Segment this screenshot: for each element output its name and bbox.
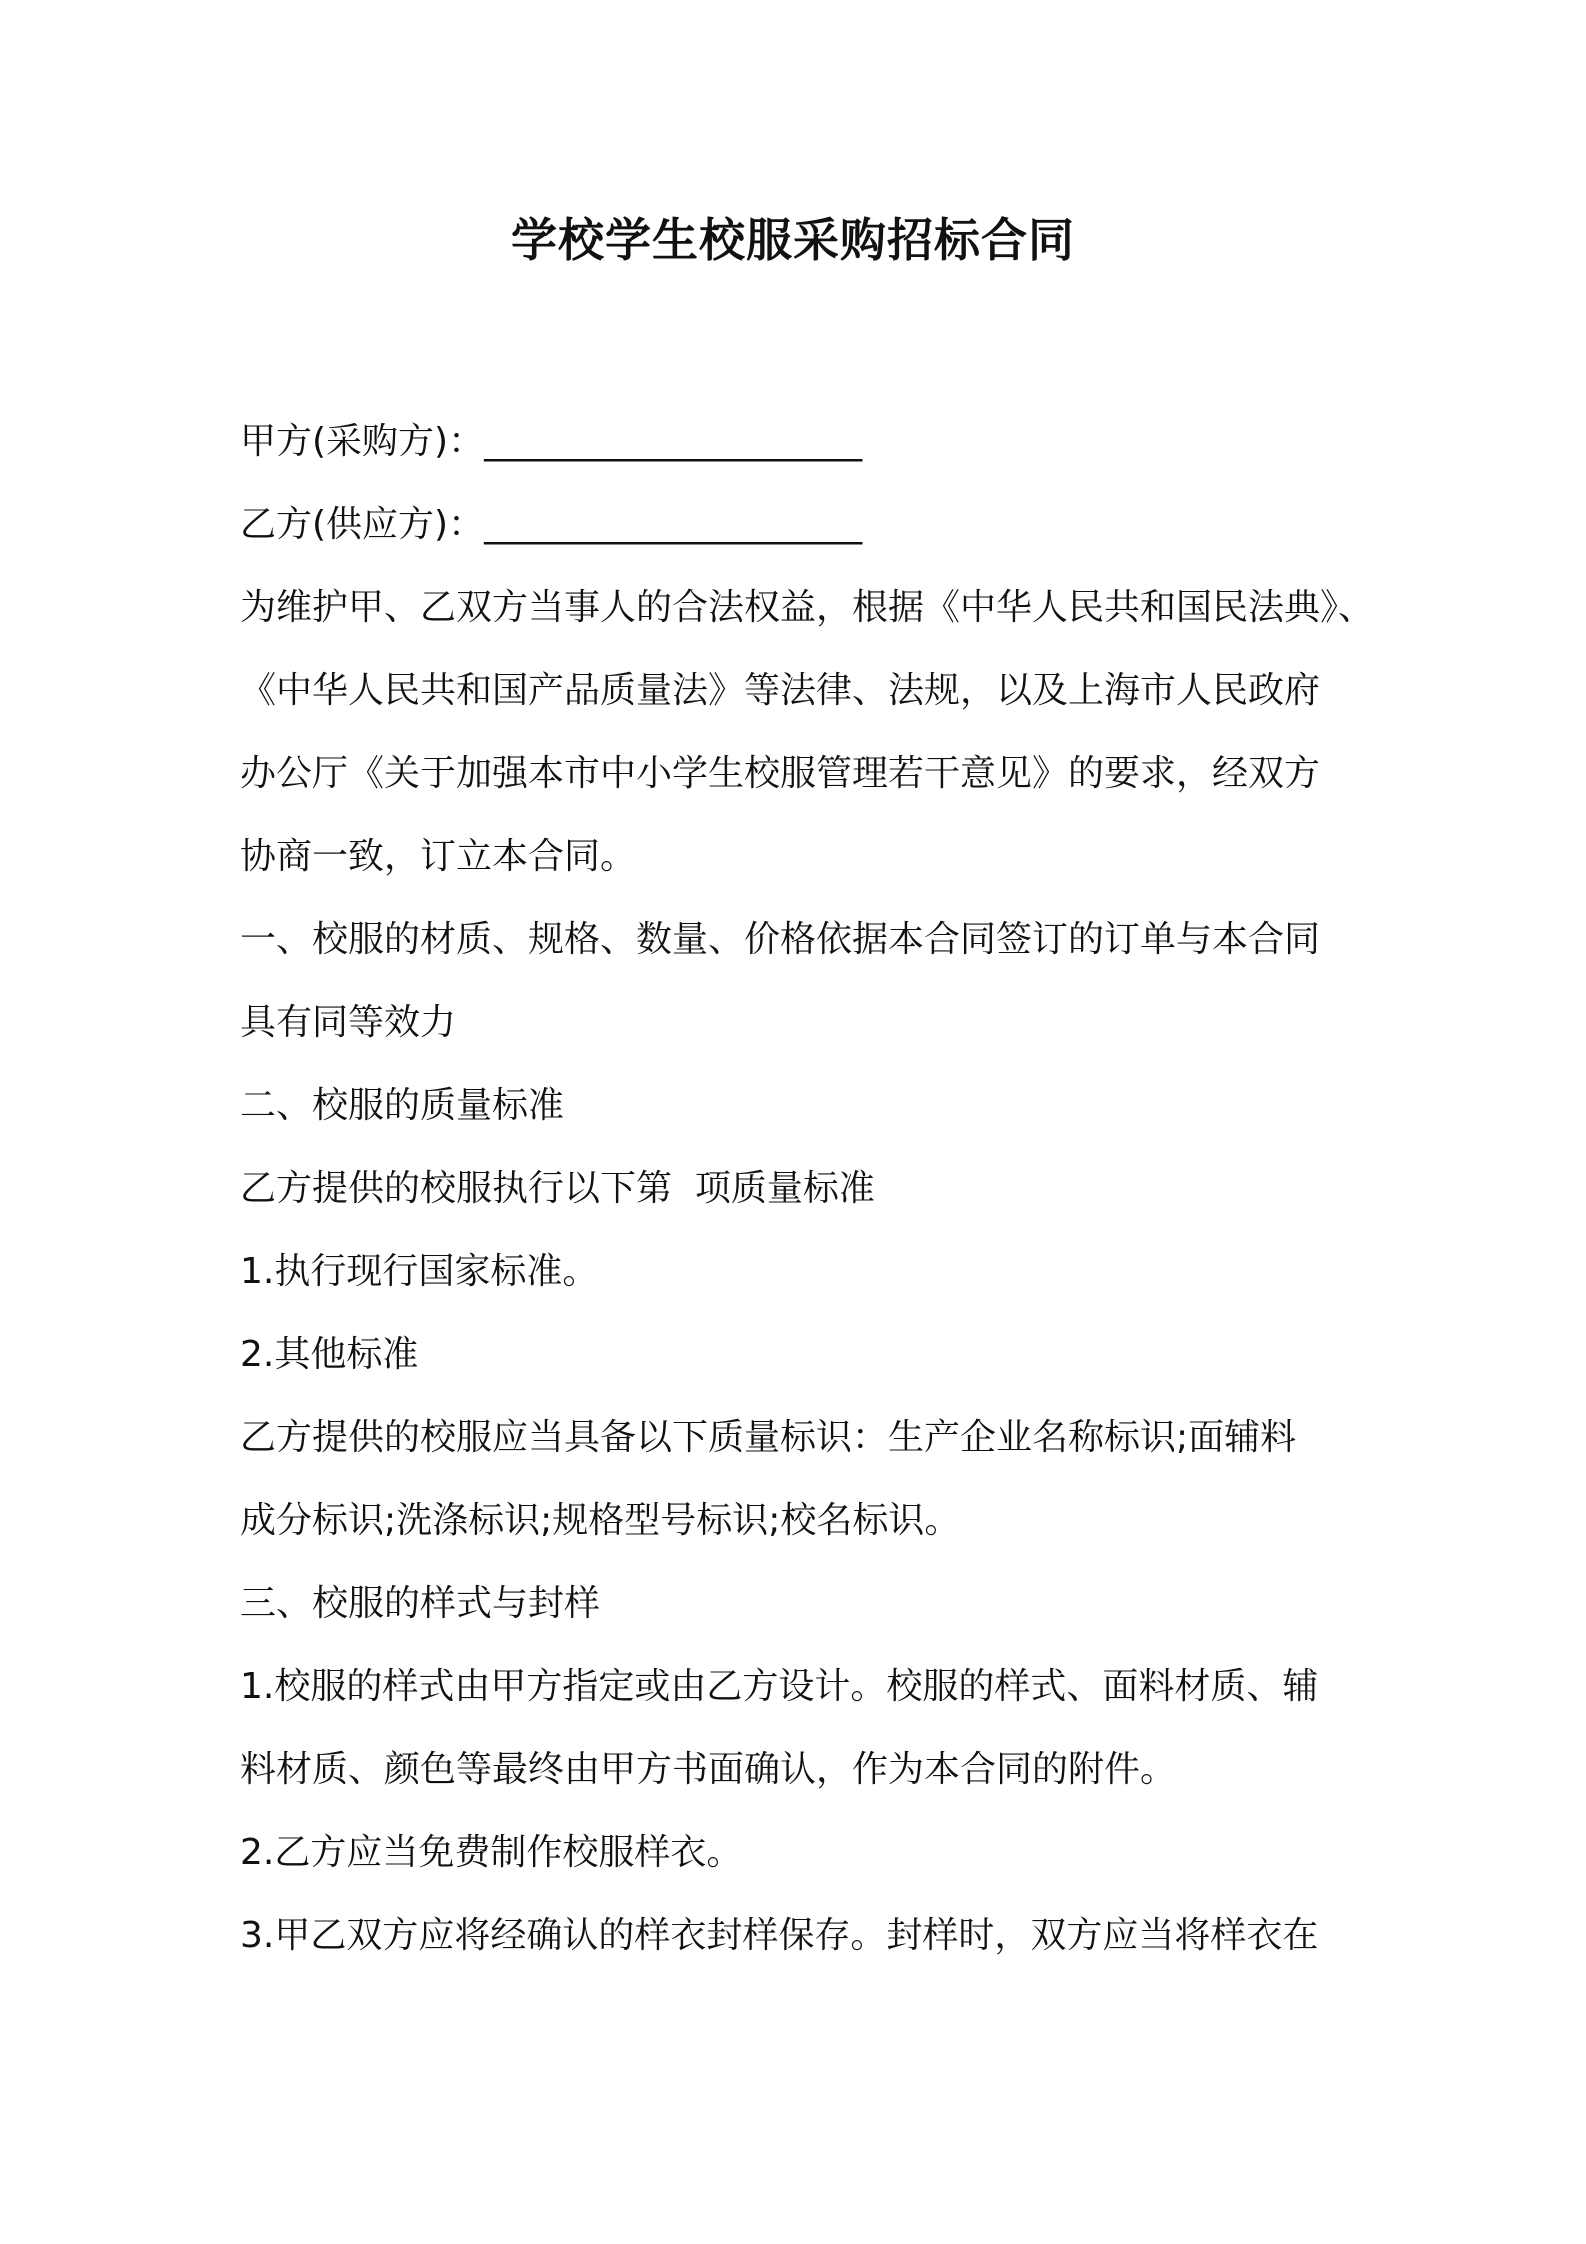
section-2-standard-text: 乙方提供的校服执行以下第 项质量标准 [240,1168,875,1209]
intro-line: 办公厅《关于加强本市中小学生校服管理若干意见》的要求，经双方 [240,753,1321,794]
section-3-heading-text: 三、校服的样式与封样 [240,1583,601,1624]
party-b-line [240,483,1360,566]
section-1-line: 一、校服的材质、规格、数量、价格依据本合同签订的订单与本合同 [240,919,1321,960]
party-a-text: 甲方(采购方)：_____________________ [240,421,863,462]
section-2-marks-line: 成分标识;洗涤标识;规格型号标识;校名标识。 [240,1500,961,1541]
intro-line: 协商一致，订立本合同。 [240,836,637,877]
section-2-heading [240,1064,1360,1147]
document-title: 学校学生校服采购招标合同 [511,213,1075,267]
section-2-text [240,1147,1360,1230]
party-b-text: 乙方(供应方)：_____________________ [240,504,863,545]
intro-line: 为维护甲、乙双方当事人的合法权益，根据《中华人民共和国民法典》、 [240,587,1375,628]
section-2-item-2 [240,1313,1360,1396]
section-1-line: 具有同等效力 [240,1002,457,1043]
section-3-item-2-text: 2.乙方应当免费制作校服样衣。 [240,1832,743,1873]
section-3-heading [240,1562,1360,1645]
party-a-line [240,400,1360,483]
section-3-item-1-line: 1.校服的样式由甲方指定或由乙方设计。校服的样式、面料材质、辅 [240,1666,1319,1707]
intro-line: 《中华人民共和国产品质量法》等法律、法规，以及上海市人民政府 [240,670,1321,711]
section-3-item-1-line: 料材质、颜色等最终由甲方书面确认，作为本合同的附件。 [240,1749,1177,1790]
section-2-marks-paragraph [240,1396,1360,1562]
section-1-paragraph [240,898,1360,1064]
section-2-heading-text: 二、校服的质量标准 [240,1085,565,1126]
intro-paragraph [240,566,1375,898]
section-2-marks-line: 乙方提供的校服应当具备以下质量标识：生产企业名称标识;面辅料 [240,1417,1297,1458]
section-2-item-1-text: 1.执行现行国家标准。 [240,1251,599,1292]
section-2-item-2-text: 2.其他标准 [240,1334,419,1375]
section-2-item-1 [240,1230,1360,1313]
document-body [240,400,1375,1977]
section-3-item-2 [240,1811,1360,1894]
section-3-item-1 [240,1645,1360,1811]
section-3-item-3 [240,1894,1360,1977]
section-3-item-3-text: 3.甲乙双方应将经确认的样衣封样保存。封样时，双方应当将样衣在 [240,1915,1319,1956]
